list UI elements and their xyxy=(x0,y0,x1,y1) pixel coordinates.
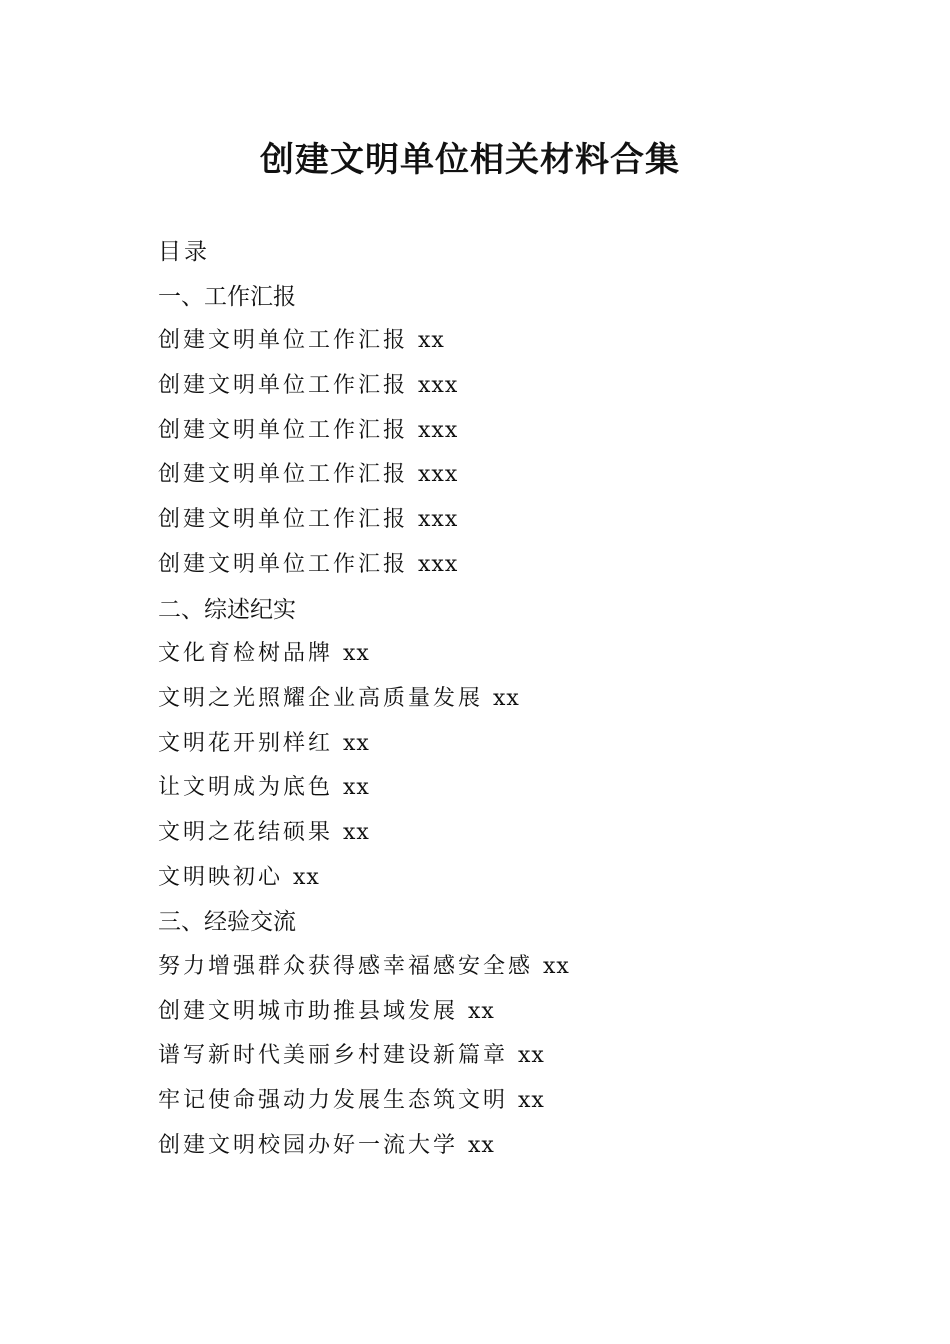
entry-author: xx xyxy=(418,328,445,354)
toc-entry xyxy=(158,498,878,543)
toc-entry xyxy=(158,677,878,722)
section-heading: 三、经验交流 xyxy=(158,909,296,936)
entry-author: xx xyxy=(343,775,370,801)
toc-entry xyxy=(158,945,878,990)
entry-title: 牢记使命强动力发展生态筑文明 xyxy=(158,1088,509,1114)
entry-title: 文明之光照耀企业高质量发展 xyxy=(158,685,484,711)
entry-title: 创建文明单位工作汇报 xyxy=(158,507,409,533)
entry-title: 文明映初心 xyxy=(158,864,284,890)
toc-section xyxy=(158,588,878,901)
toc-entry xyxy=(158,632,878,677)
table-of-contents xyxy=(158,230,878,1168)
entry-author: xx xyxy=(343,641,370,667)
entry-author: xx xyxy=(543,954,570,979)
toc-entry xyxy=(158,543,878,588)
toc-entry xyxy=(158,1079,878,1124)
toc-entry xyxy=(158,1034,878,1079)
section-heading: 二、综述纪实 xyxy=(158,596,296,623)
toc-section xyxy=(158,900,878,1168)
toc-entry xyxy=(158,409,878,454)
entry-author: xxx xyxy=(418,551,459,577)
toc-entry xyxy=(158,856,878,901)
entry-title: 创建文明校园办好一流大学 xyxy=(158,1132,459,1158)
entry-author: xx xyxy=(343,819,370,845)
entry-author: xx xyxy=(343,730,370,756)
entry-author: xxx xyxy=(418,373,459,399)
entry-title: 让文明成为底色 xyxy=(158,775,334,801)
entry-title: 文化育检树品牌 xyxy=(158,641,334,667)
section-heading: 一、工作汇报 xyxy=(158,283,296,310)
entry-title: 谱写新时代美丽乡村建设新篇章 xyxy=(158,1043,509,1069)
entry-author: xx xyxy=(493,685,520,711)
entry-author: xx xyxy=(293,864,320,890)
toc-label: 目录 xyxy=(158,239,210,265)
entry-title: 创建文明单位工作汇报 xyxy=(158,373,409,399)
toc-entry xyxy=(158,811,878,856)
toc-entry xyxy=(158,453,878,498)
entry-author: xxx xyxy=(418,462,459,488)
toc-entry xyxy=(158,319,878,364)
document-title: 创建文明单位相关材料合集 xyxy=(260,140,680,180)
entry-author: xx xyxy=(518,1043,545,1069)
entry-title: 努力增强群众获得感幸福感安全感 xyxy=(158,954,534,979)
entry-title: 创建文明单位工作汇报 xyxy=(158,328,409,354)
toc-entry xyxy=(158,1124,878,1169)
entry-author: xx xyxy=(468,1132,495,1158)
entry-author: xx xyxy=(468,998,495,1024)
entry-author: xxx xyxy=(418,417,459,443)
toc-entry xyxy=(158,766,878,811)
entry-title: 文明花开别样红 xyxy=(158,730,334,756)
entry-author: xxx xyxy=(418,507,459,533)
entry-title: 创建文明单位工作汇报 xyxy=(158,417,409,443)
toc-section xyxy=(158,275,878,588)
toc-entry xyxy=(158,990,878,1035)
toc-entry xyxy=(158,364,878,409)
entry-title: 创建文明单位工作汇报 xyxy=(158,551,409,577)
entry-title: 创建文明单位工作汇报 xyxy=(158,462,409,488)
entry-title: 文明之花结硕果 xyxy=(158,819,334,845)
toc-entry xyxy=(158,722,878,767)
entry-author: xx xyxy=(518,1088,545,1114)
entry-title: 创建文明城市助推县域发展 xyxy=(158,998,459,1024)
